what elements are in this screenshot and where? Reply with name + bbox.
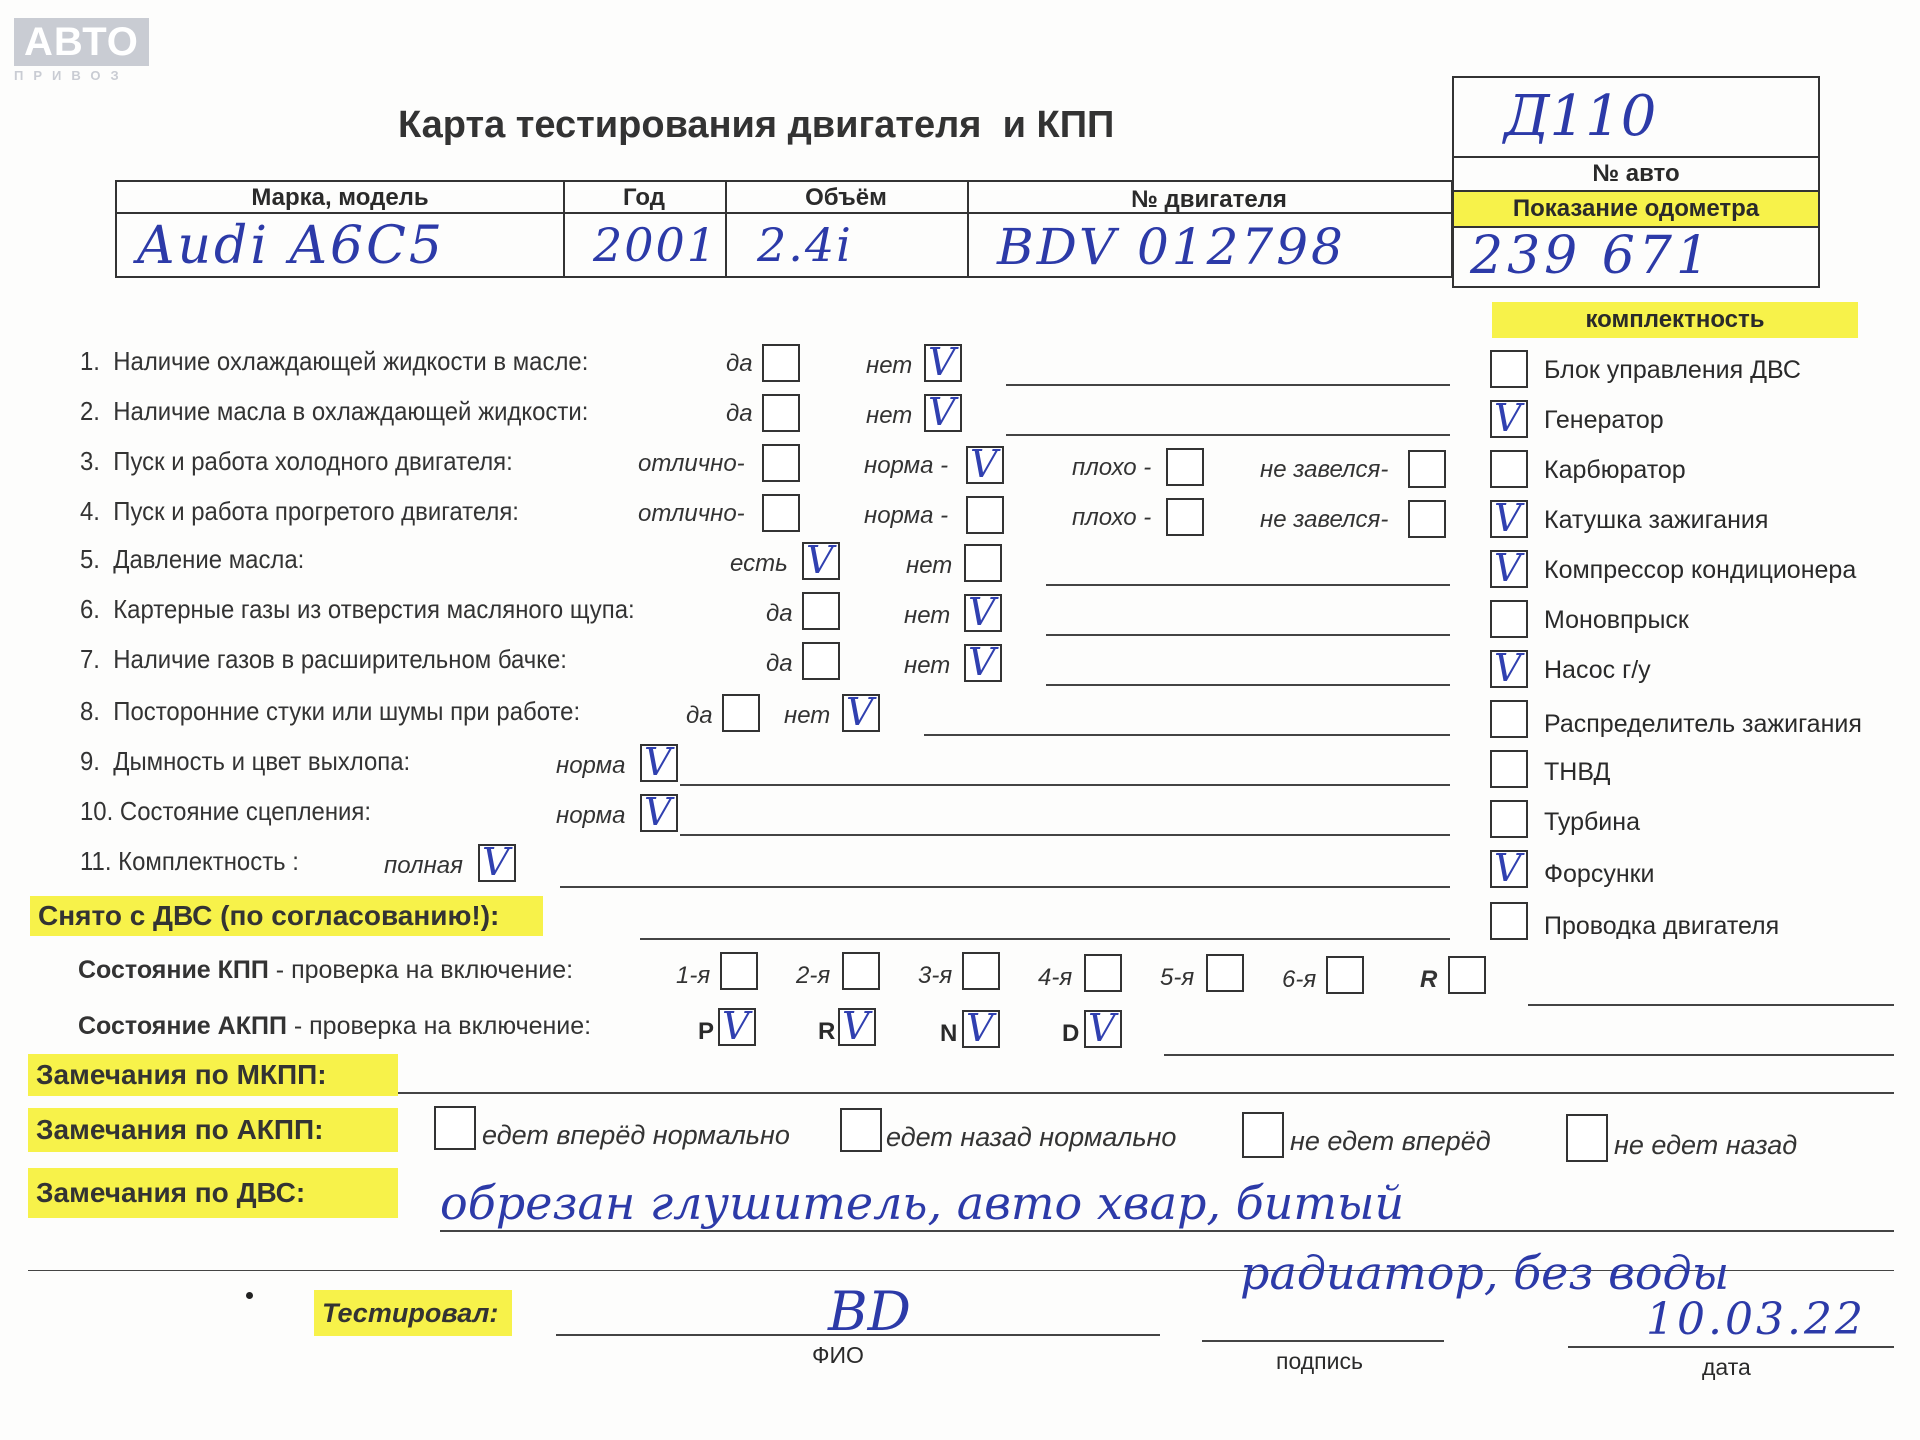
akpp-reverse-ok-label: едет назад нормально — [886, 1122, 1177, 1152]
completeness-checkbox[interactable] — [1490, 646, 1528, 690]
check-mark: V — [966, 1006, 994, 1050]
question-6: 6. Картерные газы из отверстия масляного щупа: — [80, 594, 635, 624]
car-number-block — [1452, 76, 1820, 288]
remarks-akpp-label: Замечания по АКПП: — [28, 1108, 398, 1152]
check-mark: V — [1088, 1006, 1116, 1050]
q4-normal-checkbox[interactable] — [966, 496, 1004, 534]
q6-yes-checkbox[interactable] — [802, 592, 840, 630]
check-mark: V — [644, 790, 672, 834]
logo-main: АВТО — [14, 18, 149, 66]
car-number-value: Д110 — [1504, 84, 1657, 149]
remarks-dvs-text-1: обрезан глушитель, авто хвар, битый — [440, 1176, 1405, 1230]
q5-no-checkbox[interactable] — [964, 544, 1002, 582]
gear-5-label: 5-я — [1160, 964, 1195, 991]
dot-mark — [246, 1292, 253, 1299]
check-mark: V — [482, 840, 510, 884]
completeness-item: Проводка двигателя — [1544, 912, 1780, 940]
completeness-checkbox[interactable] — [1490, 496, 1528, 540]
completeness-item: Распределитель зажигания — [1544, 710, 1862, 738]
col-engine-no: № двигателя — [1131, 186, 1287, 213]
mode-r-label: R — [818, 1018, 836, 1045]
gear-1-label: 1-я — [676, 962, 711, 989]
q3-excellent-checkbox[interactable] — [762, 444, 800, 482]
completeness-checkbox[interactable] — [1490, 800, 1528, 838]
check-mark: V — [1494, 646, 1522, 690]
check-mark: V — [1494, 546, 1522, 590]
mode-r-checkbox[interactable] — [838, 1004, 876, 1048]
q8-no-checkbox[interactable] — [842, 690, 880, 734]
check-mark: V — [846, 690, 874, 734]
q7-notes-line[interactable] — [1046, 684, 1450, 686]
completeness-checkbox[interactable] — [1490, 902, 1528, 940]
engine-no-value: BDV 012798 — [997, 218, 1346, 276]
check-mark: V — [644, 740, 672, 784]
kpp-label: Состояние КПП - проверка на включение: — [78, 956, 574, 984]
akpp-forward-ok-label: едет вперёд нормально — [482, 1120, 790, 1150]
question-1: 1. Наличие охлаждающей жидкости в масле: — [80, 346, 589, 376]
tested-label: Тестировал: — [314, 1290, 512, 1336]
check-mark: V — [928, 340, 956, 384]
check-mark: V — [806, 538, 834, 582]
gear-2-checkbox[interactable] — [842, 952, 880, 990]
q3-opt-excellent-label: отлично- — [638, 450, 745, 477]
q5-yes-checkbox[interactable] — [802, 538, 840, 582]
akpp-label: Состояние АКПП - проверка на включение: — [78, 1012, 592, 1040]
question-11: 11. Комплектность : — [80, 846, 299, 876]
mode-n-label: N — [940, 1020, 958, 1047]
make-model-value: Audi A6C5 — [137, 216, 445, 276]
q9-normal-checkbox[interactable] — [640, 740, 678, 784]
q3-bad-checkbox[interactable] — [1166, 448, 1204, 486]
question-7: 7. Наличие газов в расширительном бачке: — [80, 644, 567, 674]
gear-4-label: 4-я — [1038, 964, 1073, 991]
q7-opt-yes-label: да — [766, 650, 793, 677]
completeness-checkbox[interactable] — [1490, 750, 1528, 788]
signature-line[interactable] — [1202, 1340, 1444, 1342]
completeness-checkbox[interactable] — [1490, 700, 1528, 738]
check-mark: V — [968, 590, 996, 634]
mode-d-label: D — [1062, 1020, 1080, 1047]
q2-yes-checkbox[interactable] — [762, 394, 800, 432]
q4-opt-normal-label: норма - — [864, 502, 949, 529]
gear-5-checkbox[interactable] — [1206, 954, 1244, 992]
check-mark: V — [1494, 396, 1522, 440]
q4-excellent-checkbox[interactable] — [762, 494, 800, 532]
col-volume: Объём — [805, 184, 887, 211]
q5-opt-no-label: нет — [906, 552, 953, 579]
car-number-label: № авто — [1592, 160, 1680, 187]
signature-caption: подпись — [1276, 1348, 1363, 1374]
q8-yes-checkbox[interactable] — [722, 694, 760, 732]
completeness-item: Турбина — [1544, 808, 1640, 836]
q10-notes-line[interactable] — [680, 834, 1450, 836]
question-3: 3. Пуск и работа холодного двигателя: — [80, 446, 513, 476]
q2-notes-line[interactable] — [1006, 434, 1450, 436]
odometer-label: Показание одометра — [1454, 190, 1818, 228]
check-mark: V — [722, 1004, 750, 1048]
question-8: 8. Посторонние стуки или шумы при работе: — [80, 696, 581, 726]
gear-4-checkbox[interactable] — [1084, 954, 1122, 992]
mode-n-checkbox[interactable] — [962, 1006, 1000, 1050]
q3-opt-bad-label: плохо - — [1072, 454, 1152, 481]
akpp-no-reverse-checkbox[interactable] — [1566, 1114, 1608, 1162]
removed-label: Снято с ДВС (по согласованию!): — [30, 896, 543, 936]
q1-no-checkbox[interactable] — [924, 340, 962, 384]
q8-opt-no-label: нет — [784, 702, 831, 729]
q3-normal-checkbox[interactable] — [966, 442, 1004, 486]
akpp-no-reverse-label: не едет назад — [1614, 1130, 1798, 1160]
odometer-value: 239 671 — [1470, 226, 1714, 286]
akpp-notes-line[interactable] — [1164, 1054, 1894, 1056]
q11-full-checkbox[interactable] — [478, 840, 516, 884]
akpp-forward-ok-checkbox[interactable] — [434, 1106, 476, 1150]
check-mark: V — [1494, 846, 1522, 890]
logo-sub: ПРИВОЗ — [14, 68, 129, 83]
q4-opt-excellent-label: отлично- — [638, 500, 745, 527]
date-caption: дата — [1702, 1354, 1751, 1380]
q6-notes-line[interactable] — [1046, 634, 1450, 636]
question-5: 5. Давление масла: — [80, 544, 305, 574]
completeness-item: Моновпрыск — [1544, 606, 1689, 634]
remarks-mkpp-line[interactable] — [398, 1092, 1894, 1094]
completeness-item: ТНВД — [1544, 758, 1611, 786]
akpp-no-forward-label: не едет вперёд — [1290, 1126, 1491, 1156]
check-mark: V — [1494, 496, 1522, 540]
remarks-dvs-label: Замечания по ДВС: — [28, 1168, 398, 1218]
q4-bad-checkbox[interactable] — [1166, 498, 1204, 536]
q4-opt-nostart-label: не завелся- — [1260, 506, 1389, 533]
q2-opt-yes-label: да — [726, 400, 753, 427]
tester-name-line[interactable] — [556, 1334, 1160, 1336]
akpp-no-forward-checkbox[interactable] — [1242, 1112, 1284, 1158]
gear-2-label: 2-я — [796, 962, 831, 989]
q4-opt-bad-label: плохо - — [1072, 504, 1152, 531]
completeness-checkbox[interactable] — [1490, 546, 1528, 590]
vehicle-header-table — [115, 180, 1453, 278]
completeness-checkbox[interactable] — [1490, 396, 1528, 440]
q9-opt-normal-label: норма — [556, 752, 626, 779]
q6-opt-no-label: нет — [904, 602, 951, 629]
q7-no-checkbox[interactable] — [964, 640, 1002, 684]
question-2: 2. Наличие масла в охлаждающей жидкости: — [80, 396, 589, 426]
completeness-checkbox[interactable] — [1490, 350, 1528, 388]
mode-p-checkbox[interactable] — [718, 1004, 756, 1048]
q9-notes-line[interactable] — [680, 784, 1450, 786]
q2-no-checkbox[interactable] — [924, 390, 962, 434]
q1-notes-line[interactable] — [1006, 384, 1450, 386]
q6-no-checkbox[interactable] — [964, 590, 1002, 634]
q5-notes-line[interactable] — [1046, 584, 1450, 586]
tester-name: BD — [828, 1280, 911, 1343]
year-value: 2001 — [593, 218, 719, 272]
q11-notes-line[interactable] — [560, 886, 1450, 888]
q3-nostart-checkbox[interactable] — [1408, 450, 1446, 488]
q1-opt-no-label: нет — [866, 352, 913, 379]
gear-6-checkbox[interactable] — [1326, 956, 1364, 994]
q2-opt-no-label: нет — [866, 402, 913, 429]
gear-r-checkbox[interactable] — [1448, 956, 1486, 994]
mode-d-checkbox[interactable] — [1084, 1006, 1122, 1050]
q3-opt-nostart-label: не завелся- — [1260, 456, 1389, 483]
col-make-model: Марка, модель — [251, 184, 429, 211]
completeness-title: комплектность — [1492, 302, 1858, 338]
check-mark: V — [842, 1004, 870, 1048]
completeness-item: Карбюратор — [1544, 456, 1686, 484]
completeness-checkbox[interactable] — [1490, 600, 1528, 638]
completeness-item: Генератор — [1544, 406, 1664, 434]
mode-p-label: P — [698, 1018, 715, 1045]
page-title: Карта тестирования двигателя и КПП — [398, 104, 1115, 146]
akpp-reverse-ok-checkbox[interactable] — [840, 1108, 882, 1152]
check-mark: V — [928, 390, 956, 434]
remarks-dvs-line-1[interactable] — [440, 1230, 1894, 1232]
volume-value: 2.4i — [757, 218, 853, 272]
date-line[interactable] — [1568, 1346, 1894, 1348]
completeness-item: Форсунки — [1544, 860, 1655, 888]
q5-opt-yes-label: есть — [730, 550, 788, 577]
gear-3-checkbox[interactable] — [962, 952, 1000, 990]
test-date: 10.03.22 — [1646, 1294, 1866, 1345]
check-mark: V — [970, 442, 998, 486]
q8-notes-line[interactable] — [924, 734, 1450, 736]
q10-normal-checkbox[interactable] — [640, 790, 678, 834]
completeness-checkbox[interactable] — [1490, 846, 1528, 890]
q1-opt-yes-label: да — [726, 350, 753, 377]
completeness-checkbox[interactable] — [1490, 450, 1528, 488]
gear-1-checkbox[interactable] — [720, 952, 758, 990]
completeness-item: Компрессор кондиционера — [1544, 556, 1857, 584]
q7-opt-no-label: нет — [904, 652, 951, 679]
gear-r-label: R — [1420, 966, 1438, 993]
remarks-mkpp-label: Замечания по МКПП: — [28, 1054, 398, 1096]
question-4: 4. Пуск и работа прогретого двигателя: — [80, 496, 519, 526]
completeness-item: Катушка зажигания — [1544, 506, 1769, 534]
gear-3-label: 3-я — [918, 962, 953, 989]
kpp-notes-line[interactable] — [1528, 1004, 1894, 1006]
gear-6-label: 6-я — [1282, 966, 1317, 993]
q3-opt-normal-label: норма - — [864, 452, 949, 479]
col-year: Год — [623, 184, 665, 211]
check-mark: V — [968, 640, 996, 684]
completeness-item: Насос г/у — [1544, 656, 1651, 684]
q8-opt-yes-label: да — [686, 702, 713, 729]
completeness-item: Блок управления ДВС — [1544, 356, 1801, 384]
q11-opt-full-label: полная — [384, 852, 463, 879]
q1-yes-checkbox[interactable] — [762, 344, 800, 382]
q6-opt-yes-label: да — [766, 600, 793, 627]
removed-line[interactable] — [640, 938, 1450, 940]
q7-yes-checkbox[interactable] — [802, 642, 840, 680]
question-9: 9. Дымность и цвет выхлопа: — [80, 746, 411, 776]
question-10: 10. Состояние сцепления: — [80, 796, 372, 826]
tester-name-caption: ФИО — [812, 1342, 864, 1368]
completeness-list — [1488, 350, 1908, 950]
q4-nostart-checkbox[interactable] — [1408, 500, 1446, 538]
logo — [14, 18, 149, 83]
q10-opt-normal-label: норма — [556, 802, 626, 829]
remarks-dvs-text-2: радиатор, без воды — [1240, 1246, 1730, 1300]
